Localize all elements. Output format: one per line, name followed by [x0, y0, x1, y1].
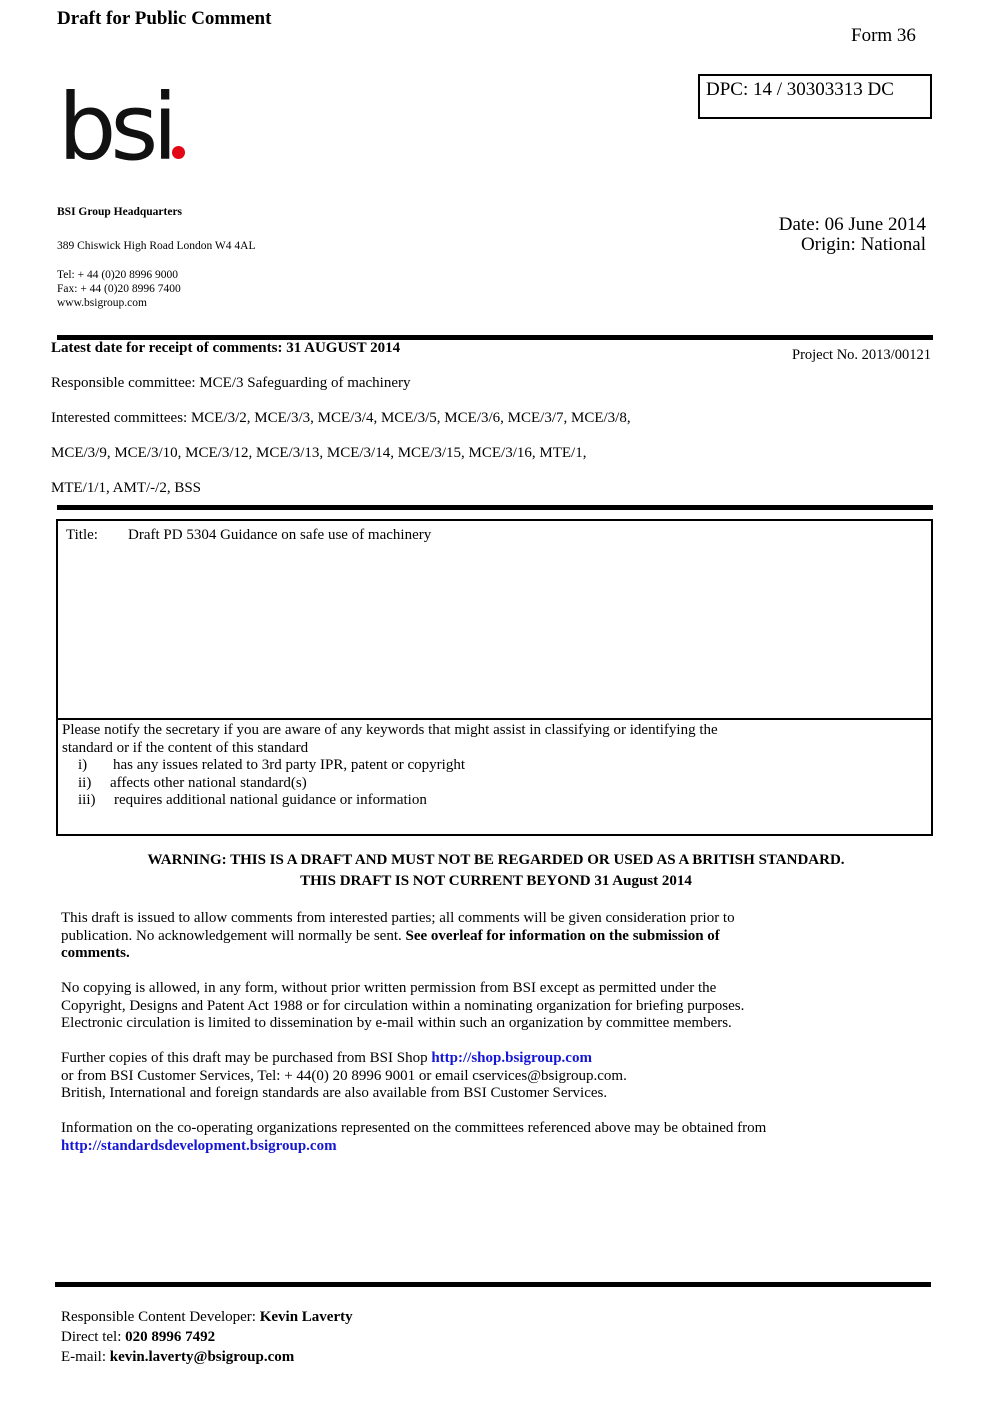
para2-line-2: Copyright, Designs and Patent Act 1988 or for circulation within a nominating organization for briefing purposes.	[61, 998, 745, 1014]
hq-website: www.bsigroup.com	[57, 297, 147, 309]
logo-wordmark: bsi	[58, 74, 172, 181]
tel-value: 020 8996 7492	[125, 1329, 216, 1345]
standards-development-link[interactable]: http://standardsdevelopment.bsigroup.com	[61, 1138, 337, 1154]
warning-line-2: THIS DRAFT IS NOT CURRENT BEYOND 31 August 2014	[300, 873, 692, 889]
para3-line-2: or from BSI Customer Services, Tel: + 44(0) 20 8996 9001 or email cservices@bsigroup.com.	[61, 1068, 627, 1084]
document-title: Draft PD 5304 Guidance on safe use of machinery	[128, 527, 432, 543]
form-number: Form 36	[851, 25, 916, 46]
title-label: Title:	[66, 527, 98, 543]
interested-committees-line-2: MCE/3/9, MCE/3/10, MCE/3/12, MCE/3/13, MCE/3/14, MCE/3/15, MCE/3/16, MTE/1,	[51, 445, 587, 461]
notify-item-1-num: i)	[78, 757, 88, 773]
notify-item-3-num: iii)	[78, 792, 96, 808]
para1-line-3: comments.	[61, 945, 130, 961]
footer-email	[61, 1349, 294, 1366]
hq-title: BSI Group Headquarters	[57, 206, 183, 218]
developer-name: Kevin Laverty	[259, 1309, 353, 1325]
interested-committees-line-1: Interested committees: MCE/3/2, MCE/3/3, MCE/3/4, MCE/3/5, MCE/3/6, MCE/3/7, MCE/3/8,	[51, 410, 631, 426]
dpc-reference: DPC: 14 / 30303313 DC	[706, 79, 894, 100]
notify-item-2: affects other national standard(s)	[110, 775, 307, 791]
latest-date: Latest date for receipt of comments: 31 AUGUST 2014	[51, 340, 401, 356]
interested-committees-line-3: MTE/1/1, AMT/-/2, BSS	[51, 480, 202, 496]
footer-tel	[61, 1329, 215, 1346]
para1-line-2-bold: See overleaf for information on the submission of	[405, 928, 720, 944]
notify-line-1: Please notify the secretary if you are aware of any keywords that might assist in classifying or identifying the	[62, 722, 718, 738]
draft-label: Draft for Public Comment	[57, 8, 272, 29]
email-value[interactable]: kevin.laverty@bsigroup.com	[109, 1349, 295, 1365]
box-divider	[58, 718, 931, 720]
issue-date: Date: 06 June 2014	[778, 214, 926, 235]
notify-item-2-num: ii)	[78, 775, 92, 791]
notify-item-3: requires additional national guidance or information	[114, 792, 427, 808]
logo-red-dot	[172, 146, 185, 159]
para3-line-1	[61, 1050, 592, 1068]
title-notify-box	[56, 519, 933, 836]
para1-line-2	[61, 928, 720, 946]
para4-line-1: Information on the co-operating organizations represented on the committees referenced above may be obtained from	[61, 1120, 767, 1136]
divider-bottom	[55, 1282, 931, 1287]
bsi-shop-link[interactable]: http://shop.bsigroup.com	[431, 1050, 592, 1066]
developer-label: Responsible Content Developer:	[61, 1309, 256, 1325]
para3-line-1-plain: Further copies of this draft may be purchased from BSI Shop	[61, 1050, 428, 1066]
email-label: E-mail:	[61, 1349, 106, 1365]
bsi-logo	[58, 74, 185, 181]
para3-line-3: British, International and foreign standards are also available from BSI Customer Services.	[61, 1085, 608, 1101]
hq-street: 389 Chiswick High Road London W4 4AL	[57, 240, 256, 252]
para2-line-3: Electronic circulation is limited to dissemination by e-mail within such an organization by committee members.	[61, 1015, 732, 1031]
hq-fax: Fax: + 44 (0)20 8996 7400	[57, 283, 181, 295]
notify-line-2: standard or if the content of this standard	[62, 740, 309, 756]
origin: Origin: National	[800, 234, 926, 255]
warning-line-1: WARNING: THIS IS A DRAFT AND MUST NOT BE REGARDED OR USED AS A BRITISH STANDARD.	[147, 852, 845, 868]
footer-developer	[61, 1309, 353, 1326]
responsible-committee: Responsible committee: MCE/3 Safeguarding of machinery	[51, 375, 411, 391]
notify-item-1: has any issues related to 3rd party IPR, patent or copyright	[113, 757, 466, 773]
divider-middle	[57, 505, 933, 510]
para1-line-2-plain: publication. No acknowledgement will normally be sent.	[61, 928, 402, 944]
project-number: Project No. 2013/00121	[792, 347, 931, 363]
dpc-box	[698, 74, 932, 119]
para1-line-1: This draft is issued to allow comments from interested parties; all comments will be given consideration prior to	[61, 910, 735, 926]
para2-line-1: No copying is allowed, in any form, without prior written permission from BSI except as permitted under the	[61, 980, 717, 996]
hq-tel: Tel: + 44 (0)20 8996 9000	[57, 269, 178, 281]
tel-label: Direct tel:	[61, 1329, 122, 1345]
